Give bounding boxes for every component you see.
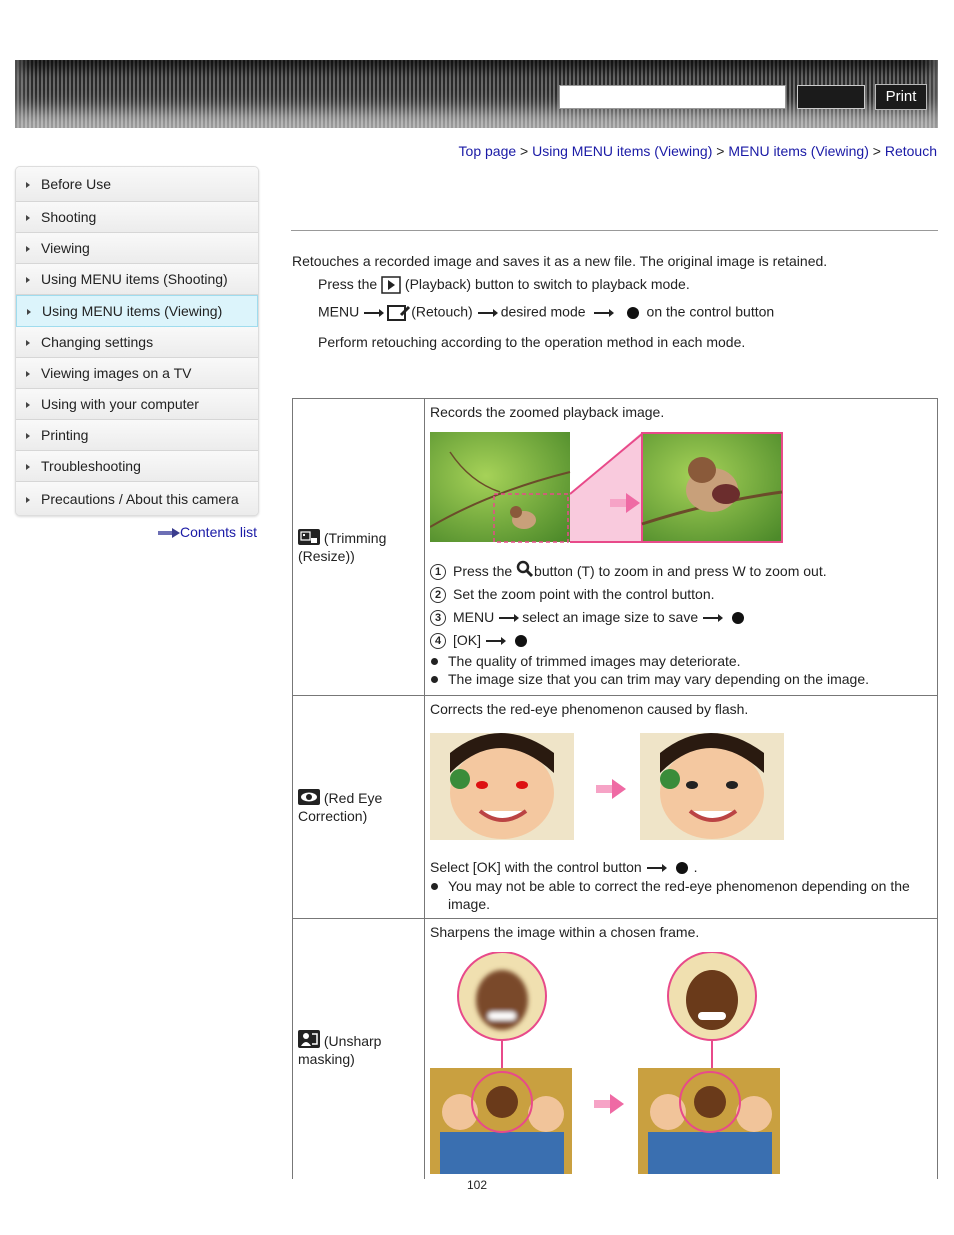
trimming-note-2	[430, 670, 932, 688]
sidebar-nav	[15, 166, 259, 516]
sidebar-item-label: Precautions / About this camera	[41, 490, 239, 507]
breadcrumb	[459, 143, 937, 159]
table-row-unsharp	[293, 919, 938, 1180]
sidebar-item-printing[interactable]	[16, 420, 258, 451]
sidebar-item-precautions[interactable]	[16, 482, 258, 515]
sidebar-item-label: Using with your computer	[41, 396, 199, 412]
sidebar-item-label: Viewing	[41, 240, 90, 256]
triangle-right-icon	[26, 402, 30, 408]
table-row-trimming	[293, 399, 938, 696]
contents-list-link[interactable]	[158, 524, 257, 540]
red-eye-note-1-text: You may not be able to correct the red-eye phenomenon depending on the image.	[448, 878, 910, 912]
step-1-pre: Press the	[318, 276, 378, 292]
step-2-mode: desired mode	[500, 303, 586, 320]
red-eye-name-line2: Correction)	[298, 808, 368, 824]
arrow-right-icon	[364, 312, 382, 314]
trimming-steps	[430, 560, 932, 652]
table-row-red-eye	[293, 696, 938, 919]
breadcrumb-sep: >	[520, 143, 529, 159]
red-eye-desc: Corrects the red-eye phenomenon caused by flash.	[430, 701, 749, 717]
contents-list-label: Contents list	[180, 524, 258, 540]
sidebar-item-label: Viewing images on a TV	[41, 365, 192, 381]
red-eye-illustration	[430, 733, 932, 843]
sidebar-item-changing-settings[interactable]	[16, 327, 258, 358]
trimming-step-1-post: button (T) to zoom in and press W to zoom out.	[534, 563, 827, 579]
sidebar-item-troubleshooting[interactable]	[16, 451, 258, 482]
title-divider	[291, 230, 938, 231]
unsharp-name-line1: (Unsharp	[323, 1033, 382, 1049]
breadcrumb-sep: >	[872, 143, 881, 159]
trimming-name-line2: (Resize))	[298, 548, 355, 564]
step-2-menu: MENU	[318, 303, 360, 320]
step-1-post: (Playback) button to switch to playback mode.	[404, 276, 690, 292]
trimming-note-1	[430, 652, 932, 670]
trimming-illustration	[430, 432, 932, 560]
trimming-step-4-ok: [OK]	[453, 632, 482, 648]
sidebar-item-viewing-tv[interactable]	[16, 358, 258, 389]
sidebar-item-label: Changing settings	[41, 334, 154, 350]
sidebar-item-label: Printing	[41, 427, 89, 443]
red-eye-icon	[298, 789, 320, 805]
trimming-name-line1: (Trimming	[323, 530, 387, 546]
sidebar-item-menu-shooting[interactable]	[16, 264, 258, 295]
triangle-right-icon	[26, 340, 30, 346]
triangle-right-icon	[27, 309, 31, 315]
trimming-step-2	[430, 583, 932, 606]
unsharp-illustration	[430, 952, 932, 1174]
trimming-desc: Records the zoomed playback image.	[430, 404, 665, 420]
playback-icon	[381, 276, 401, 294]
sidebar-item-label: Using MENU items (Shooting)	[41, 271, 228, 287]
unsharp-name-line2: masking)	[298, 1051, 355, 1067]
arrow-right-icon	[486, 640, 504, 642]
sidebar-item-viewing[interactable]	[16, 233, 258, 264]
control-button-icon	[627, 307, 639, 319]
step-3: Perform retouching according to the operation method in each mode.	[318, 334, 746, 350]
trimming-step-1	[430, 560, 932, 583]
breadcrumb-menu-items-viewing[interactable]: MENU items (Viewing)	[728, 143, 869, 159]
sidebar-item-label: Before Use	[41, 176, 112, 192]
unsharp-icon	[298, 1030, 320, 1048]
trimming-name-cell	[293, 399, 425, 696]
unsharp-children-image	[430, 952, 786, 1174]
number-4-icon: 4	[430, 633, 446, 649]
trimming-desc-cell	[425, 399, 938, 696]
intro-text: Retouches a recorded image and saves it as a new file. The original image is retained.	[292, 253, 828, 269]
triangle-right-icon	[26, 433, 30, 439]
number-1-icon: 1	[430, 564, 446, 580]
trimming-icon	[298, 529, 320, 545]
breadcrumb-retouch[interactable]: Retouch	[884, 143, 937, 159]
red-eye-name-line1: (Red Eye	[323, 790, 383, 806]
breadcrumb-using-menu-viewing[interactable]: Using MENU items (Viewing)	[532, 143, 713, 159]
step-2-retouch: (Retouch)	[411, 303, 473, 320]
triangle-right-icon	[26, 371, 30, 377]
trimming-step-2-text: Set the zoom point with the control button.	[453, 586, 715, 602]
trimming-step-4	[430, 629, 932, 652]
triangle-right-icon	[26, 182, 30, 188]
sidebar-item-before-use[interactable]	[16, 167, 258, 202]
red-eye-select-text: Select [OK] with the control button	[430, 859, 642, 875]
sidebar-item-shooting[interactable]	[16, 202, 258, 233]
arrow-right-icon	[647, 867, 665, 869]
trimming-note-1-text: The quality of trimmed images may deteriorate.	[448, 653, 741, 669]
triangle-right-icon	[26, 497, 30, 503]
unsharp-desc-cell	[425, 919, 938, 1180]
control-button-icon	[676, 862, 688, 874]
number-3-icon: 3	[430, 610, 446, 626]
unsharp-desc: Sharpens the image within a chosen frame.	[430, 924, 700, 940]
sidebar-item-label: Shooting	[41, 209, 97, 225]
trimming-bird-image	[430, 432, 790, 546]
trimming-step-3	[430, 606, 932, 629]
arrow-right-icon	[703, 617, 721, 619]
breadcrumb-sep: >	[716, 143, 725, 159]
page-number: 102	[467, 1178, 488, 1192]
number-2-icon: 2	[430, 587, 446, 603]
breadcrumb-top-page[interactable]: Top page	[458, 143, 517, 159]
sidebar-item-menu-viewing[interactable]	[16, 295, 258, 327]
print-button[interactable]: Print	[875, 84, 927, 110]
control-button-icon	[515, 635, 527, 647]
retouch-modes-table	[292, 398, 938, 1179]
arrow-right-icon	[478, 312, 496, 314]
red-eye-select	[430, 857, 932, 877]
trimming-note-2-text: The image size that you can trim may vary depending on the image.	[448, 671, 869, 687]
red-eye-name-cell	[293, 696, 425, 919]
search-input[interactable]	[559, 85, 786, 109]
arrow-right-icon	[612, 779, 626, 799]
trimming-step-3-menu: MENU	[453, 609, 495, 625]
red-eye-select-end: .	[693, 859, 698, 875]
control-button-icon	[732, 612, 744, 624]
search-button[interactable]	[797, 85, 865, 109]
red-eye-desc-cell	[425, 696, 938, 919]
step-2-post: on the control button	[646, 303, 775, 320]
arrow-right-icon	[610, 1094, 624, 1114]
step-1	[318, 276, 690, 294]
zoom-icon	[516, 560, 534, 578]
arrow-right-icon	[499, 617, 517, 619]
arrow-right-icon	[594, 312, 612, 314]
sidebar-item-label: Troubleshooting	[41, 458, 141, 474]
arrow-right-icon	[626, 493, 640, 513]
sidebar-item-label: Using MENU items (Viewing)	[42, 303, 223, 319]
step-2	[318, 303, 774, 323]
contents-arrow-icon	[158, 528, 180, 538]
triangle-right-icon	[26, 464, 30, 470]
triangle-right-icon	[26, 215, 30, 221]
sidebar-item-computer[interactable]	[16, 389, 258, 420]
triangle-right-icon	[26, 246, 30, 252]
retouch-icon	[387, 303, 411, 323]
red-eye-note-1	[430, 877, 932, 913]
unsharp-name-cell	[293, 919, 425, 1180]
trimming-step-3-text: select an image size to save	[522, 609, 699, 625]
triangle-right-icon	[26, 277, 30, 283]
trimming-step-1-pre: Press the	[453, 563, 513, 579]
